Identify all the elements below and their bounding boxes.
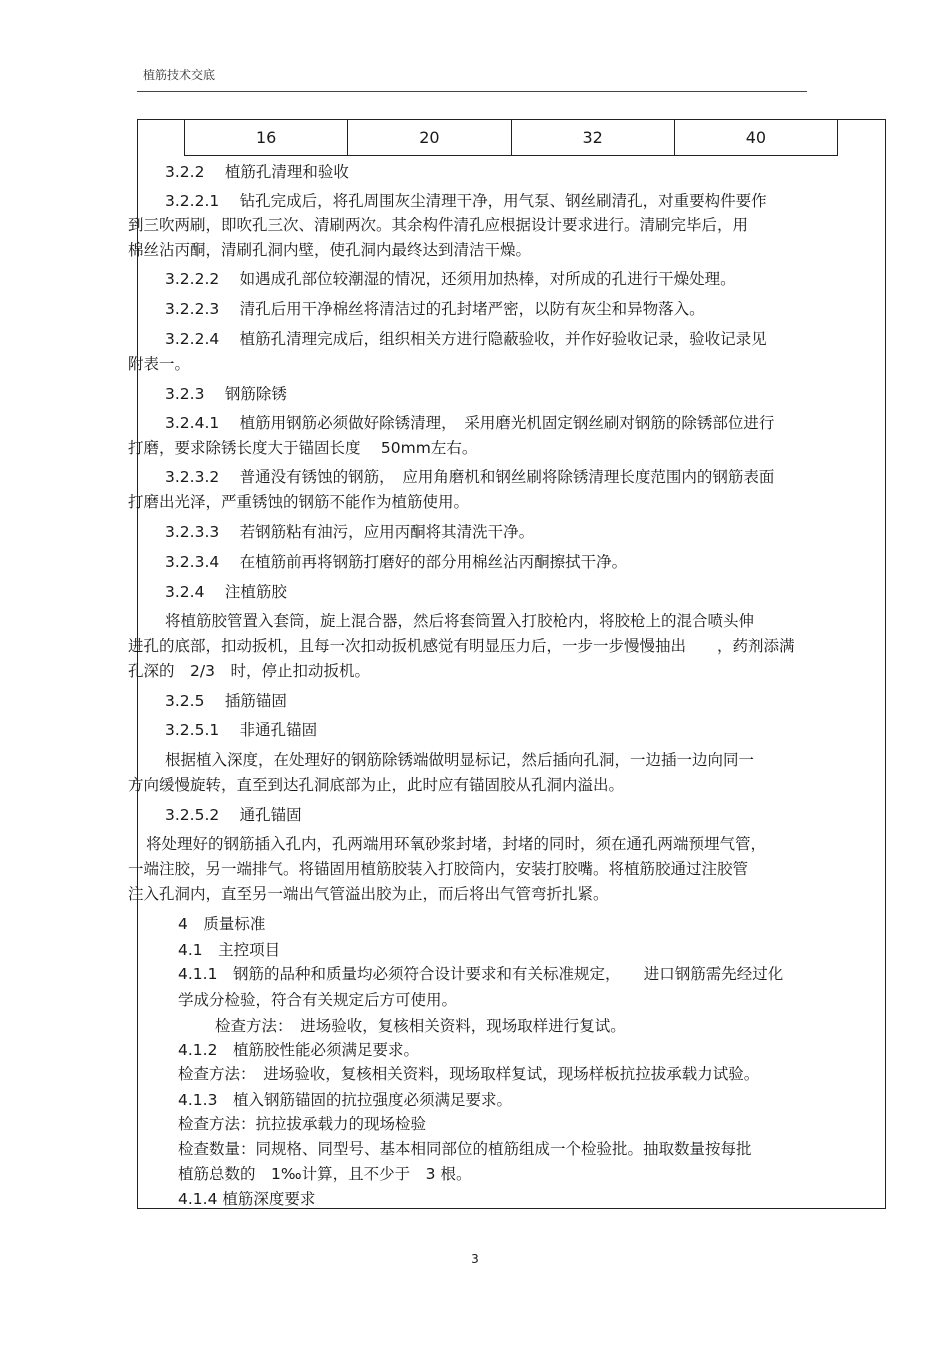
paragraph-line: 孔深的 2/3 时，停止扣动扳机。 bbox=[128, 662, 370, 680]
paragraph-line: 植筋总数的 1‰计算，且不少于 3 根。 bbox=[178, 1165, 472, 1183]
paragraph-line: 进孔的底部，扣动扳机，且每一次扣动扳机感觉有明显压力后，一步一步慢慢抽出 ，药剂添满 bbox=[128, 637, 795, 655]
heading-3-2-5: 3.2.5 插筋锚固 bbox=[165, 692, 287, 710]
paragraph-line: 将植筋胶管置入套筒，旋上混合器，然后将套筒置入打胶枪内，将胶枪上的混合喷头伸 bbox=[165, 612, 755, 630]
page-number: 3 bbox=[471, 1252, 479, 1266]
paragraph-line: 4.1.2 植筋胶性能必须满足要求。 bbox=[178, 1041, 419, 1059]
table-cell: 40 bbox=[674, 119, 837, 156]
table-cell: 20 bbox=[348, 119, 511, 156]
paragraph-line: 4.1.1 钢筋的品种和质量均必须符合设计要求和有关标准规定， 进口钢筋需先经过化 bbox=[178, 965, 784, 983]
header-rule bbox=[137, 91, 807, 92]
size-table bbox=[184, 119, 838, 156]
table-cell: 16 bbox=[185, 119, 348, 156]
paragraph-line: 注入孔洞内，直至另一端出气管溢出胶为止，而后将出气管弯折扎紧。 bbox=[128, 885, 609, 903]
table-row bbox=[185, 119, 838, 156]
paragraph-line: 根据植入深度，在处理好的钢筋除锈端做明显标记，然后插向孔洞，一边插一边向同一 bbox=[165, 751, 755, 769]
table-cell: 32 bbox=[511, 119, 674, 156]
paragraph-line: 3.2.3.3 若钢筋粘有油污，应用丙酮将其清洗干净。 bbox=[165, 523, 535, 541]
heading-3-2-3: 3.2.3 钢筋除锈 bbox=[165, 385, 287, 403]
heading-4: 4 质量标准 bbox=[178, 915, 266, 933]
heading-3-2-2: 3.2.2 植筋孔清理和验收 bbox=[165, 163, 349, 181]
paragraph-line: 检查方法： 进场验收，复核相关资料，现场取样复试，现场样板抗拉拔承载力试验。 bbox=[178, 1065, 760, 1083]
paragraph-line: 3.2.4.1 植筋用钢筋必须做好除锈清理， 采用磨光机固定钢丝刷对钢筋的除锈部位进行 bbox=[165, 414, 775, 432]
paragraph-line: 将处理好的钢筋插入孔内，孔两端用环氧砂浆封堵，封堵的同时，须在通孔两端预埋气管， bbox=[146, 835, 767, 853]
paragraph-line: 3.2.3.4 在植筋前再将钢筋打磨好的部分用棉丝沾丙酮擦拭干净。 bbox=[165, 553, 628, 571]
paragraph-line: 3.2.2.1 钻孔完成后，将孔周围灰尘清理干净，用气泵、钢丝刷清孔，对重要构件要作 bbox=[165, 192, 767, 210]
paragraph-line: 到三吹两刷，即吹孔三次、清刷两次。其余构件清孔应根据设计要求进行。清刷完毕后，用 bbox=[128, 216, 749, 234]
heading-3-2-5-1: 3.2.5.1 非通孔锚固 bbox=[165, 721, 318, 739]
paragraph-line: 检查数量：同规格、同型号、基本相同部位的植筋组成一个检验批。抽取数量按每批 bbox=[178, 1140, 752, 1158]
paragraph-line: 一端注胶，另一端排气。将锚固用植筋胶装入打胶筒内，安装打胶嘴。将植筋胶通过注胶管 bbox=[128, 860, 749, 878]
paragraph-line: 学成分检验，符合有关规定后方可使用。 bbox=[178, 991, 458, 1009]
header-title: 植筋技术交底 bbox=[143, 68, 216, 82]
paragraph-line: 打磨，要求除锈长度大于锚固长度 50mm左右。 bbox=[128, 439, 478, 457]
heading-4-1: 4.1 主控项目 bbox=[178, 941, 281, 959]
paragraph-line: 检查方法： 进场验收，复核相关资料，现场取样进行复试。 bbox=[215, 1017, 626, 1035]
paragraph-line: 4.1.4 植筋深度要求 bbox=[178, 1190, 316, 1208]
paragraph-line: 打磨出光泽，严重锈蚀的钢筋不能作为植筋使用。 bbox=[128, 493, 470, 511]
paragraph-line: 3.2.2.4 植筋孔清理完成后，组织相关方进行隐蔽验收，并作好验收记录，验收记录见 bbox=[165, 330, 767, 348]
paragraph-line: 3.2.2.2 如遇成孔部位较潮湿的情况，还须用加热棒，对所成的孔进行干燥处理。 bbox=[165, 270, 736, 288]
heading-3-2-5-2: 3.2.5.2 通孔锚固 bbox=[165, 806, 302, 824]
heading-3-2-4: 3.2.4 注植筋胶 bbox=[165, 583, 287, 601]
paragraph-line: 3.2.3.2 普通没有锈蚀的钢筋， 应用角磨机和钢丝刷将除锈清理长度范围内的钢筋表面 bbox=[165, 468, 775, 486]
paragraph-line: 附表一。 bbox=[128, 355, 191, 373]
paragraph-line: 方向缓慢旋转，直至到达孔洞底部为止，此时应有锚固胶从孔洞内溢出。 bbox=[128, 776, 625, 794]
paragraph-line: 棉丝沾丙酮，清刷孔洞内壁，使孔洞内最终达到清洁干燥。 bbox=[128, 241, 532, 259]
paragraph-line: 检查方法：抗拉拔承载力的现场检验 bbox=[178, 1115, 427, 1133]
paragraph-line: 4.1.3 植入钢筋锚固的抗拉强度必须满足要求。 bbox=[178, 1091, 512, 1109]
paragraph-line: 3.2.2.3 清孔后用干净棉丝将清洁过的孔封堵严密，以防有灰尘和异物落入。 bbox=[165, 300, 705, 318]
